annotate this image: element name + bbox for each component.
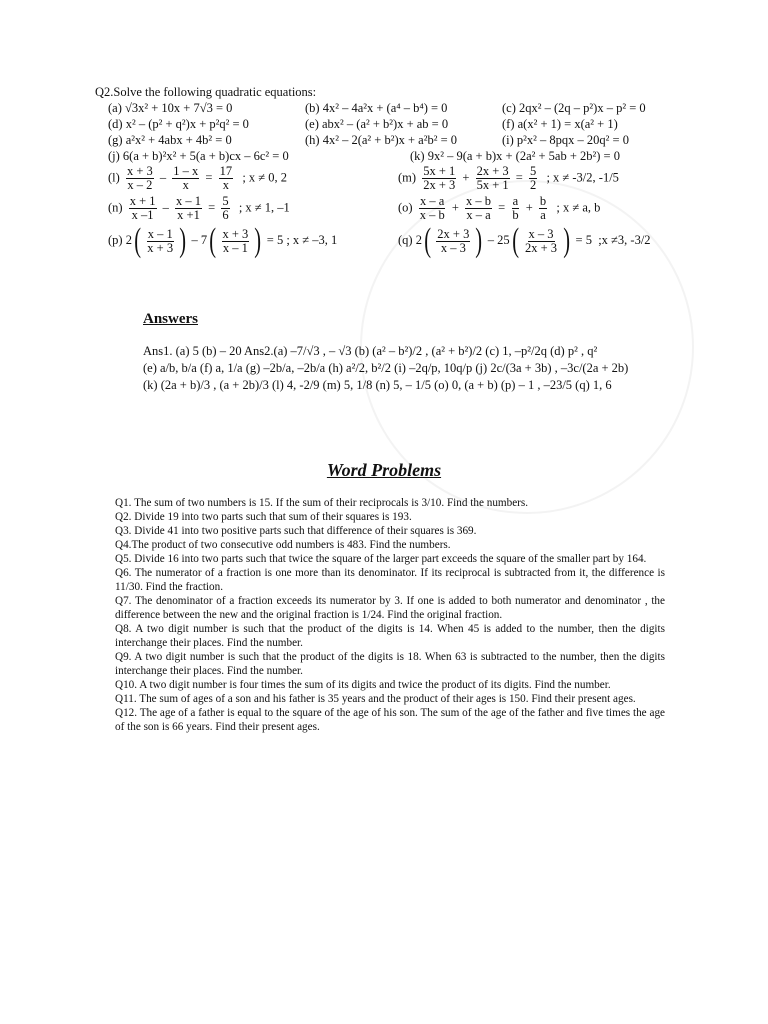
equation-m: (m) $\frac{5x + 1}{2x + 3}$ + $\frac{2x + 3}{5x + 1}$ = $\frac{5}{2}$ ; x ≠ -3/2, -1/5 (398, 164, 619, 192)
fraction: $\frac{5}{6}$ (222, 194, 229, 222)
equation-label: (o) (398, 200, 413, 215)
fraction: $\frac{1 - x}{x}$ (173, 164, 199, 192)
answer-line: (e) a/b, b/a (f) a, 1/a (g) –2b/a, –2b/a (h) a²/2, b²/2 (i) –2q/p, 10q/p (j) 2c/(3a + 3b) , –3c/(2a + 2b) (143, 361, 629, 375)
answers-block (143, 343, 733, 394)
word-problem: Q9. A two digit number is such that the product of the digits is 18. When 63 is subtracted to the number, then the digits interchange their places. Find the number. (115, 651, 665, 677)
equation-i: (i) p²x² – 8pqx – 20q² = 0 (502, 133, 629, 147)
equation-tail: = 5 (575, 232, 592, 247)
equation-l: (l) $\frac{x + 3}{x - 2}$ – $\frac{1 - x}{x}$ = $\frac{17}{x}$ ; x ≠ 0, 2 (108, 164, 288, 192)
word-problem: Q11. The sum of ages of a son and his father is 35 years and the product of their ages is 150. Find their present ages. (115, 693, 636, 705)
equation-h: (h) 4x² – 2(a² + b²)x + a²b² = 0 (305, 133, 458, 147)
equation-q: (q) 2( $\frac{2x + 3}{x - 3}$ ) – 25( $\frac{x - 3}{2x + 3}$ ) = 5 ;x ≠3, -3/2 (398, 222, 651, 259)
equation-g: (g) a²x² + 4abx + 4b² = 0 (108, 133, 232, 147)
condition: ; x ≠ a, b (556, 200, 601, 215)
equation-f: (f) a(x² + 1) = x(a² + 1) (502, 117, 618, 131)
fraction: $\frac{2x + 3}{5x + 1}$ (476, 164, 509, 192)
fraction: $\frac{a}{b}$ (512, 194, 519, 222)
fraction: $\frac{5x + 1}{2x + 3}$ (423, 164, 456, 192)
fraction: $\frac{x + 3}{x - 1}$ (222, 226, 249, 255)
equation-label: (q) 2 (398, 232, 422, 247)
word-problem: Q10. A two digit number is four times the sum of its digits and twice the product of its digits. Find the number. (115, 679, 611, 691)
word-problem: Q5. Divide 16 into two parts such that twice the square of the larger part exceeds the square of the smaller part by 164. (115, 553, 647, 565)
fraction: $\frac{5}{2}$ (529, 164, 537, 192)
condition: ; x ≠ 0, 2 (242, 170, 288, 185)
word-problem: Q7. The denominator of a fraction exceeds its numerator by 3. If one is added to both numerator and denominator , the difference between the new and the original fraction is 1/24. Find the original fraction. (115, 595, 665, 621)
word-problem: Q12. The age of a father is equal to the square of the age of his son. The sum of the age of the father and five times the age of the son is 66 years. Find their present ages. (115, 707, 665, 733)
condition: ;x ≠3, -3/2 (598, 232, 651, 247)
equation-e: (e) abx² – (a² + b²)x + ab = 0 (305, 117, 449, 131)
equation-label: (m) (398, 170, 417, 185)
word-problems-heading: Word Problems (326, 460, 442, 480)
equation-label: (n) (108, 200, 123, 215)
equation-c: (c) 2qx² – (2q – p²)x – p² = 0 (502, 101, 646, 115)
word-problem: Q4.The product of two consecutive odd numbers is 483. Find the numbers. (115, 539, 451, 551)
equation-tail: = 5 ; x ≠ –3, 1 (266, 232, 338, 247)
fraction: $\frac{x - 1}{x +1}$ (176, 194, 202, 222)
word-problem: Q1. The sum of two numbers is 15. If the sum of their reciprocals is 3/10. Find the numbers. (115, 497, 529, 509)
fraction: $\frac{2x + 3}{x - 3}$ (437, 226, 470, 255)
equation-j: (j) 6(a + b)²x² + 5(a + b)cx – 6c² = 0 (108, 149, 289, 163)
equation-n: (n) $\frac{x + 1}{x -1}$ – $\frac{x - 1}{x +1}$ = $\frac{5}{6}$ ; x ≠ 1, –1 (108, 194, 290, 222)
fraction: $\frac{x + 3}{x - 2}$ (126, 164, 153, 192)
equation-a: (a) √3x² + 10x + 7√3 = 0 (108, 101, 233, 115)
q2-title: Q2.Solve the following quadratic equations: (95, 85, 317, 99)
answer-line: (k) (2a + b)/3 , (a + 2b)/3 (l) 4, -2/9 (m) 5, 1/8 (n) 5, – 1/5 (o) 0, (a + b) (p) – 1 , –23/5 (q) 1, 6 (143, 378, 612, 392)
equation-o: (o) $\frac{x - a}{x - b}$ + $\frac{x - b}{x - a}$ = $\frac{a}{b}$ + $\frac{b}{a}$ ; x ≠ a, b (398, 194, 601, 222)
fraction: $\frac{x - b}{x - a}$ (466, 194, 492, 222)
fraction: $\frac{x - a}{x - b}$ (419, 194, 445, 222)
equation-d: (d) x² – (p² + q²)x + p²q² = 0 (108, 117, 249, 131)
equation-label: (p) 2 (108, 232, 132, 247)
fraction: $\frac{b}{a}$ (539, 194, 547, 222)
fraction: $\frac{x - 1}{x + 3}$ (147, 226, 174, 255)
condition: ; x ≠ 1, –1 (238, 200, 290, 215)
fraction: $\frac{x + 1}{x -1}$ (129, 194, 156, 222)
word-problem: Q8. A two digit number is such that the product of the digits is 14. When 45 is added to the number, then the digits interchange their places. Find the number. (115, 623, 665, 649)
word-problem: Q6. The numerator of a fraction is one more than its denominator. If its reciprocal is subtracted from it, the difference is 11/30. Find the fraction. (115, 567, 665, 593)
fraction: $\frac{x - 3}{2x + 3}$ (525, 226, 558, 255)
equation-label: (l) (108, 170, 120, 185)
fraction: $\frac{17}{x}$ (219, 164, 233, 192)
answer-line: Ans1. (a) 5 (b) – 20 Ans2.(a) –7/√3 , – √3 (b) (a² – b²)/2 , (a² + b²)/2 (c) 1, –p²/2q (d) p² , q² (143, 344, 598, 358)
equation-p: (p) 2( $\frac{x - 1}{x + 3}$ ) – 7( $\frac{x + 3}{x - 1}$ ) = 5 ; x ≠ –3, 1 (108, 222, 338, 259)
answers-heading: Answers (143, 311, 198, 327)
word-problem: Q3. Divide 41 into two positive parts such that difference of their squares is 369. (115, 525, 477, 537)
word-problem: Q2. Divide 19 into two parts such that sum of their squares is 193. (115, 511, 412, 523)
equation-k: (k) 9x² – 9(a + b)x + (2a² + 5ab + 2b²) = 0 (410, 149, 620, 163)
word-problems-list (115, 496, 665, 734)
equation-b: (b) 4x² – 4a²x + (a⁴ – b⁴) = 0 (305, 101, 448, 115)
condition: ; x ≠ -3/2, -1/5 (546, 170, 619, 185)
